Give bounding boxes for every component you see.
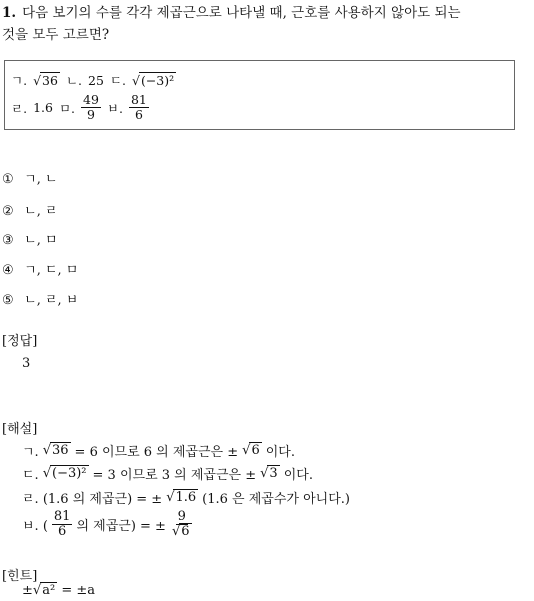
- item-f-label: ㅂ.: [106, 100, 123, 116]
- choice-1[interactable]: ① ㄱ, ㄴ: [2, 172, 58, 187]
- choice-4[interactable]: ④ ㄱ, ㄷ, ㅁ: [2, 263, 79, 278]
- item-d-label: ㄹ.: [11, 100, 28, 116]
- question-line-1: 다음 보기의 수를 각각 제곱근으로 나타낼 때, 근호를 사용하지 않아도 되는: [22, 5, 461, 21]
- item-a-value: √36: [33, 72, 58, 88]
- question-line-2: 것을 모두 고르면?: [2, 27, 110, 43]
- explanation-line-4: ㅂ. ( $\frac{81}{6}$ 의 제곱근) = ± $\frac{9}{√6}$: [22, 509, 190, 539]
- question-text: [2, 2, 461, 46]
- answer-heading: [정답]: [2, 334, 38, 349]
- item-b-value: 25: [88, 72, 104, 88]
- explanation-line-3: ㄹ. (1.6 의 제곱근) = ± √1.6 (1.6 은 제곱수가 아니다.): [22, 490, 350, 507]
- choice-2[interactable]: ② ㄴ, ㄹ: [2, 204, 58, 219]
- explanation-line-2: ㄷ. √(−3)² = 3 이므로 3 의 제곱근은 ± √3 이다.: [22, 466, 313, 483]
- box-row-2: [11, 93, 149, 122]
- explanation-line-1: ㄱ. √36 = 6 이므로 6 의 제곱근은 ± √6 이다.: [22, 443, 295, 460]
- item-a-label: ㄱ.: [11, 73, 28, 88]
- hint-formula: ±√a² = ±a: [22, 583, 95, 598]
- item-c-value: √(−3)²: [131, 72, 175, 88]
- explanation-heading: [해설]: [2, 422, 38, 437]
- item-f-fraction: $\frac{81}{6}$: [130, 92, 147, 122]
- example-box: [4, 60, 515, 130]
- item-c-label: ㄷ.: [109, 73, 126, 88]
- choice-3[interactable]: ③ ㄴ, ㅁ: [2, 233, 58, 248]
- choice-5[interactable]: ⑤ ㄴ, ㄹ, ㅂ: [2, 293, 79, 308]
- item-b-label: ㄴ.: [65, 73, 82, 88]
- question-number: 1.: [2, 5, 17, 21]
- box-row-1: [11, 71, 176, 89]
- item-e-fraction: $\frac{49}{9}$: [83, 92, 99, 122]
- item-e-label: ㅁ.: [58, 100, 76, 116]
- item-d-value: 1.6: [33, 100, 53, 115]
- hint-heading: [힌트]: [2, 569, 38, 584]
- answer-value: 3: [22, 356, 31, 371]
